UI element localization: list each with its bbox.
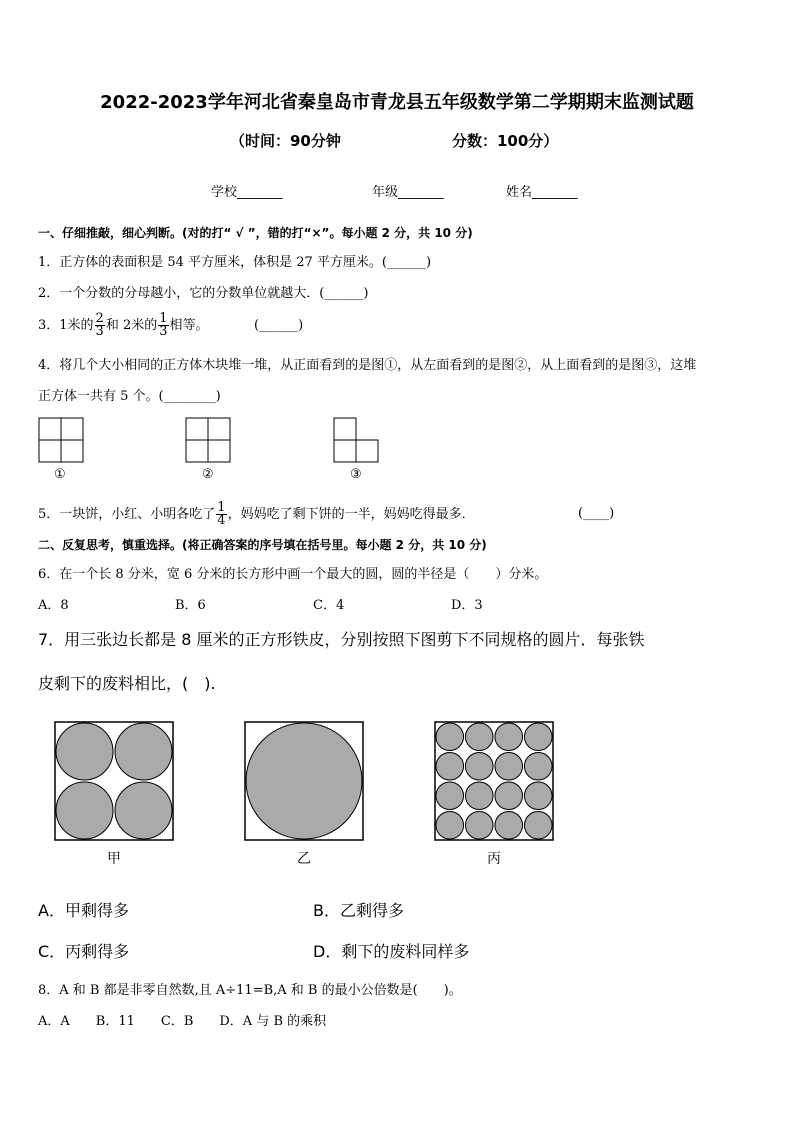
question-8: 8．A 和 B 都是非零自然数,且 A÷11=B,A 和 B 的最小公倍数是( )。 xyxy=(38,983,462,998)
q3-frac1-denominator: 3 xyxy=(95,324,104,339)
q7-option-d: D．剩下的废料同样多 xyxy=(313,942,470,961)
question-5 xyxy=(38,502,475,527)
q3-answer-blank: (______) xyxy=(254,318,304,333)
bing-circle xyxy=(436,811,464,839)
bing-circle xyxy=(436,782,464,810)
q4-front-view-figure xyxy=(38,417,88,465)
bing-circle xyxy=(436,723,464,751)
bing-circle xyxy=(495,782,523,810)
bing-circle xyxy=(465,752,493,780)
q4-left-view-figure xyxy=(185,417,235,465)
jia-circle xyxy=(56,782,113,839)
yi-circle xyxy=(246,723,362,839)
q8-options: A．A B．11 C．B D．A 与 B 的乘积 xyxy=(38,1014,327,1029)
q4-label-2: ② xyxy=(202,467,214,482)
question-4-line1: 4．将几个大小相同的正方体木块堆一堆，从正面看到的是图①，从左面看到的是图②，从上面看到的是图③，这堆 xyxy=(38,358,697,373)
q5-frac-numerator: 1 xyxy=(217,500,226,515)
q4-label-3: ③ xyxy=(350,467,362,482)
q3-prefix: 3．1米的 xyxy=(38,318,94,333)
q5-suffix: ，妈妈吃了剩下饼的一半，妈妈吃得最多． xyxy=(227,507,475,522)
q6-option-d: D．3 xyxy=(451,598,483,613)
bing-circle xyxy=(495,752,523,780)
q7-option-a: A．甲剩得多 xyxy=(38,901,129,920)
bing-circle xyxy=(524,782,552,810)
q3-mid: 和 2米的 xyxy=(105,318,158,333)
section1-heading: 一、仔细推敲，细心判断。(对的打“ √ ”，错的打“×”。每小题 2 分，共 10 分) xyxy=(38,226,473,240)
q7-caption-bing: 丙 xyxy=(487,851,501,867)
q5-frac-denominator: 4 xyxy=(217,513,226,528)
question-4-line2: 正方体一共有 5 个。(________) xyxy=(38,389,221,404)
jia-circle xyxy=(115,723,172,780)
question-6: 6．在一个长 8 分米，宽 6 分米的长方形中画一个最大的圆，圆的半径是（ ）分米。 xyxy=(38,567,548,582)
q4-label-1: ① xyxy=(54,467,66,482)
school-field: 学校_______ xyxy=(211,185,283,200)
q5-fraction xyxy=(216,502,226,527)
question-3 xyxy=(38,313,209,338)
question-7-line1: 7．用三张边长都是 8 厘米的正方形铁皮，分别按照下图剪下不同规格的圆片．每张铁 xyxy=(38,630,645,649)
q7-option-c: C．丙剩得多 xyxy=(38,942,130,961)
q3-frac2-numerator: 1 xyxy=(159,311,168,326)
page-title: 2022-2023学年河北省秦皇岛市青龙县五年级数学第二学期期末监测试题 xyxy=(100,92,694,113)
q3-fraction-1 xyxy=(95,313,105,338)
q4-top-view-figure xyxy=(333,417,383,465)
bing-circle xyxy=(524,811,552,839)
q3-suffix: 相等。 xyxy=(169,318,209,333)
bing-circle xyxy=(436,752,464,780)
name-field: 姓名_______ xyxy=(506,185,578,200)
q3-frac2-denominator: 3 xyxy=(159,324,168,339)
q3-frac1-numerator: 2 xyxy=(95,311,104,326)
exam-score: 分数：100分） xyxy=(452,132,559,150)
q5-prefix: 5．一块饼，小红、小明各吃了 xyxy=(38,507,216,522)
q6-option-c: C．4 xyxy=(313,598,345,613)
q7-option-b: B．乙剩得多 xyxy=(313,901,404,920)
q7-figure-jia xyxy=(54,721,176,843)
jia-circle xyxy=(56,723,113,780)
q7-figure-bing xyxy=(434,721,556,843)
q7-caption-jia: 甲 xyxy=(107,851,121,867)
q7-figure-yi xyxy=(244,721,366,843)
section2-heading: 二、反复思考，慎重选择。(将正确答案的序号填在括号里。每小题 2 分，共 10 分) xyxy=(38,538,487,552)
bing-circle xyxy=(495,811,523,839)
jia-circle xyxy=(115,782,172,839)
q3-fraction-2 xyxy=(158,313,168,338)
grade-field: 年级_______ xyxy=(372,185,444,200)
exam-time: （时间：90分钟 xyxy=(230,132,341,150)
question-2: 2．一个分数的分母越小，它的分数单位就越大．(______) xyxy=(38,286,369,301)
bing-circle xyxy=(465,723,493,751)
q6-option-b: B．6 xyxy=(175,598,206,613)
question-7-line2: 皮剩下的废料相比，( ). xyxy=(38,674,216,693)
q5-answer-blank: (____) xyxy=(578,506,615,521)
bing-circle xyxy=(465,782,493,810)
bing-circle xyxy=(495,723,523,751)
question-1: 1．正方体的表面积是 54 平方厘米，体积是 27 平方厘米。(______) xyxy=(38,255,432,270)
q6-option-a: A．8 xyxy=(38,598,69,613)
bing-circle xyxy=(465,811,493,839)
bing-circle xyxy=(524,723,552,751)
q7-caption-yi: 乙 xyxy=(297,851,311,867)
bing-circle xyxy=(524,752,552,780)
